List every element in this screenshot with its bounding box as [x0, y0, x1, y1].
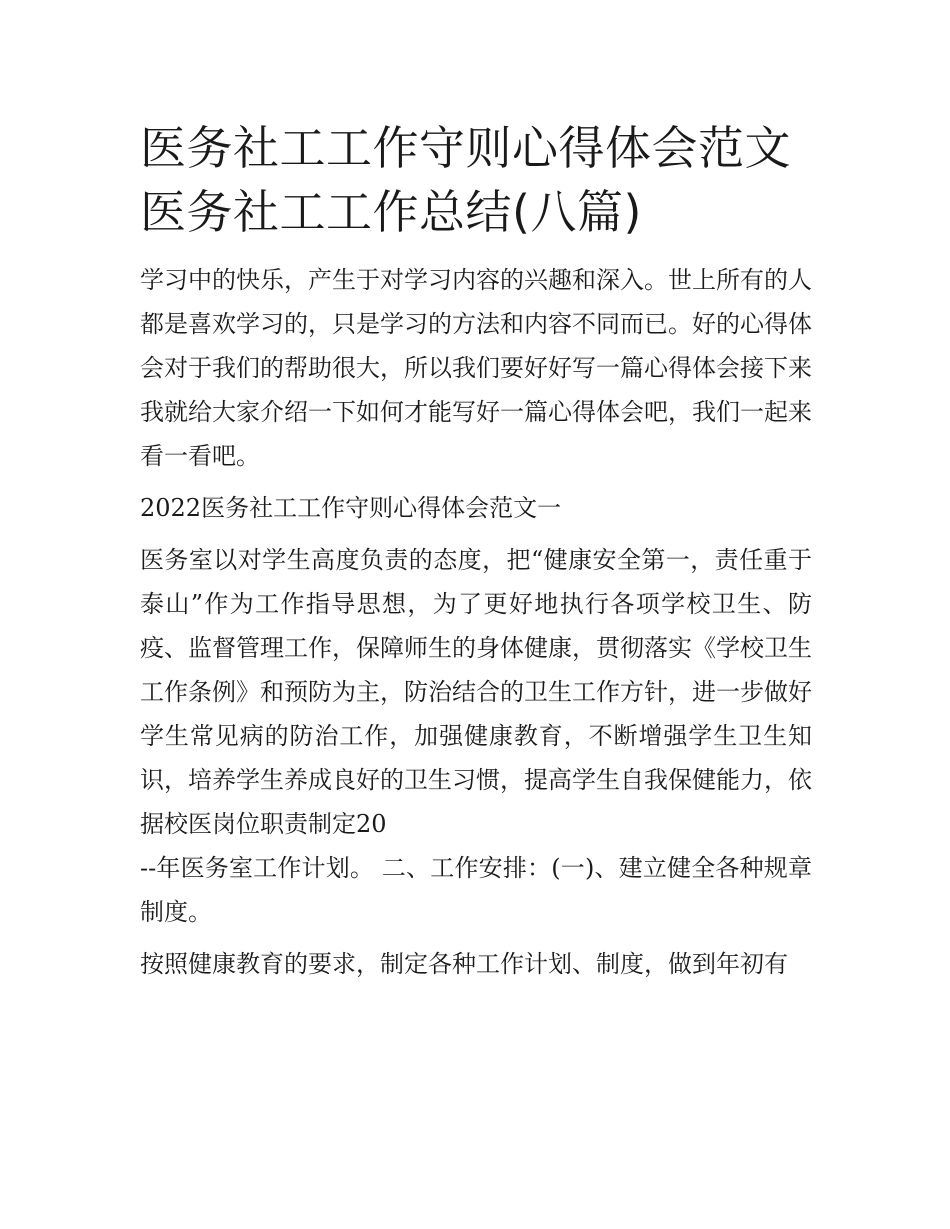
- body-paragraph: 按照健康教育的要求，制定各种工作计划、制度，做到年初有: [140, 950, 788, 978]
- section-heading: 2022医务社工工作守则心得体会范文一: [140, 494, 562, 522]
- body-paragraph: --年医务室工作计划。 二、工作安排：(一)、建立健全各种规章制度。: [140, 854, 812, 926]
- document-page: [140, 116, 812, 986]
- intro-paragraph: 学习中的快乐，产生于对学习内容的兴趣和深入。世上所有的人都是喜欢学习的，只是学习的方法和内容不同而已。好的心得体会对于我们的帮助很大，所以我们要好好写一篇心得体会接下来我就给大家介绍一下如何才能写好一篇心得体会吧，我们一起来看一看吧。: [140, 266, 812, 470]
- document-title: 医务社工工作守则心得体会范文 医务社工工作总结(八篇): [140, 121, 791, 239]
- body-paragraph: 医务室以对学生高度负责的态度，把“健康安全第一，责任重于泰山”作为工作指导思想，为了更好地执行各项学校卫生、防疫、监督管理工作，保障师生的身体健康，贯彻落实《学校卫生工作条例》和预防为主，防治结合的卫生工作方针，进一步做好学生常见病的防治工作，加强健康教育，不断增强学生卫生知识，培养学生养成良好的卫生习惯，提高学生自我保健能力，依据校医岗位职责制定20: [140, 546, 812, 838]
